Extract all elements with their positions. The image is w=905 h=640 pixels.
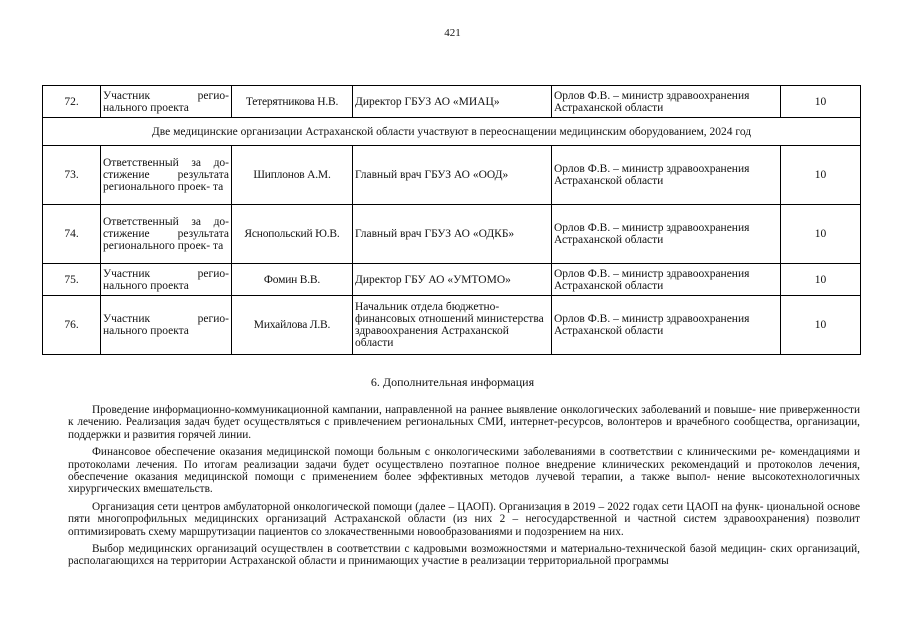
name-cell: Яснопольский Ю.В.	[232, 205, 353, 264]
position-cell: Начальник отдела бюджетно- финансовых отношений министерства здравоохранения Астраханской области	[353, 296, 552, 355]
table-row	[43, 146, 861, 205]
page-number: 421	[444, 27, 461, 39]
name-cell: Тетерятникова Н.В.	[232, 86, 353, 118]
role-cell: Ответственный за до- стижение результата регионального проек- та	[101, 146, 232, 205]
roster-table	[42, 85, 861, 355]
section-title: 6. Дополнительная информация	[370, 375, 535, 389]
table-row	[43, 264, 861, 296]
approver-cell: Орлов Ф.В. – министр здравоохранения Астраханской области	[552, 264, 781, 296]
position-cell: Главный врач ГБУЗ АО «ОДКБ»	[353, 205, 552, 264]
name-cell: Шиплонов А.М.	[232, 146, 353, 205]
role-cell: Участник регио- нального проекта	[101, 296, 232, 355]
table-section-row	[43, 118, 861, 146]
table-row	[43, 86, 861, 118]
role-cell: Ответственный за до- стижение результата регионального проек- та	[101, 205, 232, 264]
row-number: 72.	[43, 86, 101, 118]
name-cell: Фомин В.В.	[232, 264, 353, 296]
section-row-text: Две медицинские организации Астраханской области участвуют в переоснащении медицинским оборудованием, 2024 год	[43, 118, 861, 146]
row-number: 75.	[43, 264, 101, 296]
row-number: 73.	[43, 146, 101, 205]
score-cell: 10	[781, 205, 861, 264]
row-number: 76.	[43, 296, 101, 355]
score-cell: 10	[781, 86, 861, 118]
paragraph: Проведение информационно-коммуникационной кампании, направленной на раннее выявление онкологических заболеваний и повыше- ние приверженности к лечению. Реализация задач будет осуществляться с привлечением региональных СМИ, интернет-ресурсов, волонтеров и врачебного сообщества, организации, поддержки и развития горячей линии.	[68, 404, 860, 441]
approver-cell: Орлов Ф.В. – министр здравоохранения Астраханской области	[552, 205, 781, 264]
position-cell: Директор ГБУ АО «УМТОМО»	[353, 264, 552, 296]
role-cell: Участник регио- нального проекта	[101, 86, 232, 118]
paragraph: Финансовое обеспечение оказания медицинской помощи больным с онкологическими заболеваниями в соответствии с клиническими ре- комендациями и протоколами лечения. По итогам реализации задачи будет осуществлено поэтапное полное внедрение клинических рекомендаций и протоколов лечения, обеспечение оказания медицинской помощи с применением более эффективных методов лучевой терапии, а также выпол- нение высокотехнологичных хирургических вмешательств.	[68, 446, 860, 496]
approver-cell: Орлов Ф.В. – министр здравоохранения Астраханской области	[552, 86, 781, 118]
position-cell: Главный врач ГБУЗ АО «ООД»	[353, 146, 552, 205]
approver-cell: Орлов Ф.В. – министр здравоохранения Астраханской области	[552, 146, 781, 205]
name-cell: Михайлова Л.В.	[232, 296, 353, 355]
score-cell: 10	[781, 264, 861, 296]
score-cell: 10	[781, 146, 861, 205]
body-text	[68, 404, 860, 573]
paragraph: Организация сети центров амбулаторной онкологической помощи (далее – ЦАОП). Организация в 2019 – 2022 годах сети ЦАОП на функ- циональной основе пяти многопрофильных медицинских организаций Астраханской области (из них 2 – негосударственной и частной систем здравоохранения) позволит оптимизировать схему маршрутизации пациентов со злокачественными новообразованиями и подозрением на них.	[68, 500, 860, 538]
approver-cell: Орлов Ф.В. – министр здравоохранения Астраханской области	[552, 296, 781, 355]
score-cell: 10	[781, 296, 861, 355]
row-number: 74.	[43, 205, 101, 264]
position-cell: Директор ГБУЗ АО «МИАЦ»	[353, 86, 552, 118]
paragraph: Выбор медицинских организаций осуществлен в соответствии с кадровыми возможностями и материально-технической базой медицин- ских организаций, располагающихся на территории Астраханской области и принимающих участие в реализации территориальной программы	[68, 543, 860, 568]
table-row	[43, 296, 861, 355]
table-row	[43, 205, 861, 264]
role-cell: Участник регио- нального проекта	[101, 264, 232, 296]
